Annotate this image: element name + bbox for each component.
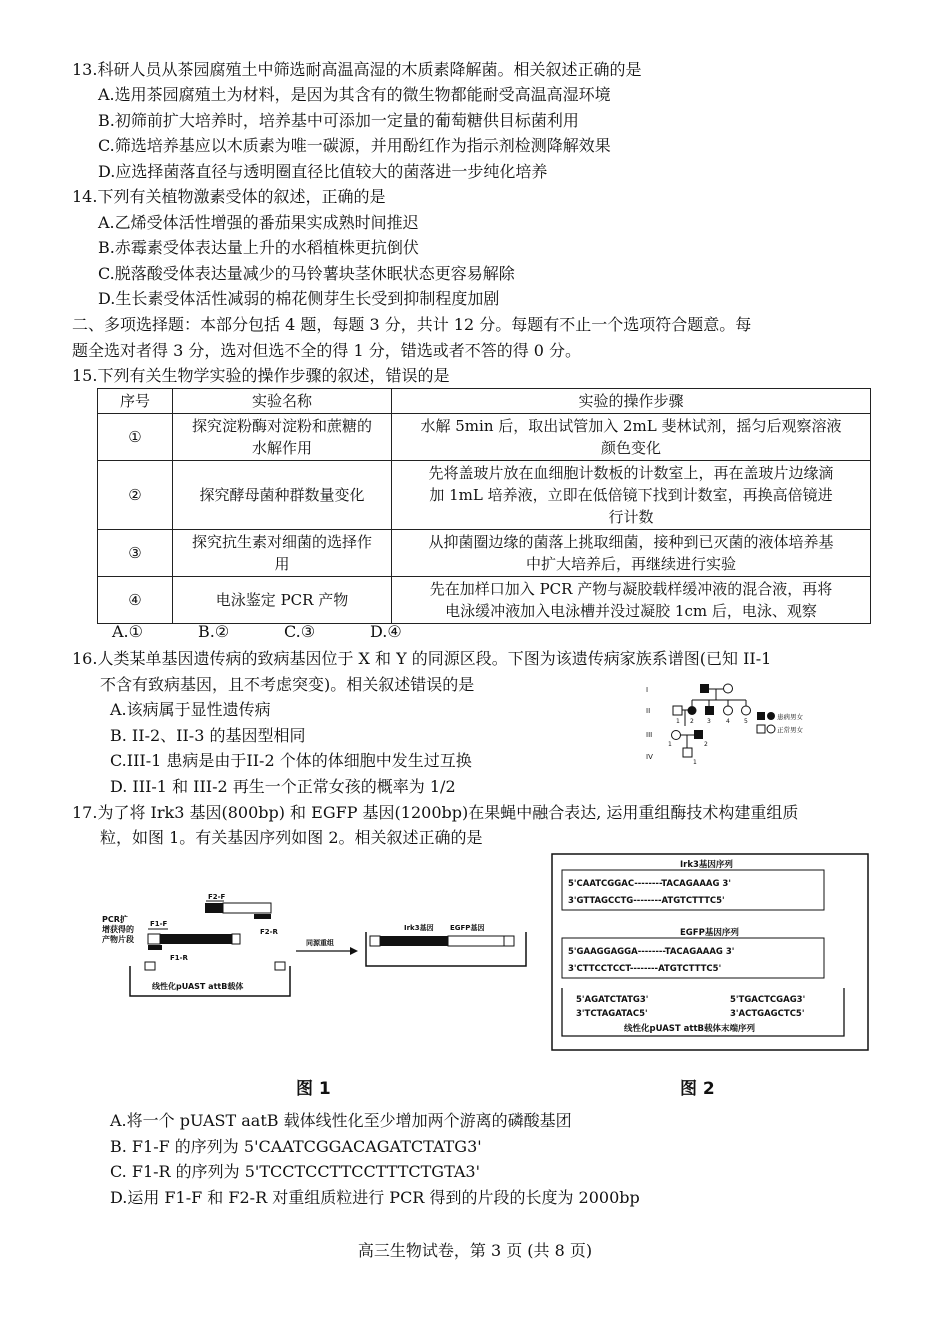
q14-option-b: B.赤霉素受体表达量上升的水稻植株更抗倒伏 <box>98 238 419 257</box>
row-no: ④ <box>98 577 173 624</box>
q17-stem-2: 粒，如图 1。有关基因序列如图 2。相关叙述正确的是 <box>100 828 483 847</box>
q15-options <box>112 621 456 643</box>
row-no: ① <box>98 414 173 461</box>
individual-number: 1 <box>676 718 680 725</box>
q17-option-b: B. F1-F 的序列为 5'CAATCGGACAGATCTATG3' <box>110 1137 482 1156</box>
homology-arm <box>205 903 223 913</box>
row-step-line: 先在加样口加入 PCR 产物与凝胶载样缓冲液的混合液，再将 <box>429 580 833 598</box>
q14-stem: 14.下列有关植物激素受体的叙述，正确的是 <box>72 187 386 206</box>
row-steps <box>392 577 871 624</box>
row-name-l2: 用 <box>274 555 290 573</box>
normal-female-icon <box>672 731 681 740</box>
pedigree-chart <box>640 680 840 788</box>
pcr-label: PCR扩 <box>102 915 128 924</box>
irk3-fragment <box>160 934 232 944</box>
vector-right-top: 5'TGACTCGAG3' <box>730 995 806 1005</box>
header-steps: 实验的操作步骤 <box>392 389 871 414</box>
vector-end <box>275 962 285 970</box>
table-header-row <box>98 389 871 414</box>
row-name <box>173 530 392 577</box>
q17-option-c: C. F1-R 的序列为 5'TCCTCCTTCCTTTCTGTA3' <box>110 1162 481 1181</box>
figure-1 <box>100 856 540 1106</box>
gen-label: II <box>646 707 651 715</box>
primer-label: F2-F <box>208 893 226 901</box>
irk3-bottom-strand: 3'GTTAGCCTG--------ATGTCTTTC5' <box>568 896 725 906</box>
header-no: 序号 <box>98 389 173 414</box>
vector-end <box>504 936 514 946</box>
primer-label: F2-R <box>260 928 278 936</box>
individual-number: 1 <box>693 759 697 766</box>
table-row <box>98 577 871 624</box>
primer-label: F1-F <box>150 920 168 928</box>
legend-normal-male-icon <box>757 725 765 733</box>
q16-option-b: B. II-2、II-3 的基因型相同 <box>110 726 306 745</box>
irk3-top-strand: 5'CAATCGGAC--------TACAGAAAG 3' <box>568 879 731 889</box>
q16-stem-1: 16.人类某单基因遗传病的致病基因位于 X 和 Y 的同源区段。下图为该遗传病家族系谱图(已知 II-1 <box>72 649 772 668</box>
individual-number: 2 <box>690 718 694 725</box>
q15-table <box>97 388 871 624</box>
q17-option-d: D.运用 F1-F 和 F2-R 对重组质粒进行 PCR 得到的片段的长度为 2000bp <box>110 1188 640 1207</box>
homology-arm <box>254 914 271 919</box>
q15-option-a: A.① <box>112 622 143 641</box>
section2-line2: 题全选对者得 3 分，选对但选不全的得 1 分，错选或者不答的得 0 分。 <box>72 341 582 360</box>
q17-stem-1: 17.为了将 Irk3 基因(800bp) 和 EGFP 基因(1200bp)在果蝇中融合表达, 运用重组酶技术构建重组质 <box>72 803 799 822</box>
normal-male-icon <box>683 748 692 757</box>
vector-end-title: 线性化pUAST attB载体末端序列 <box>624 1024 756 1034</box>
row-step-line: 先将盖玻片放在血细胞计数板的计数室上，再在盖玻片边缘滴 <box>428 464 834 482</box>
row-no: ② <box>98 461 173 530</box>
affected-male-icon <box>694 730 703 739</box>
q14-option-a: A.乙烯受体活性增强的番茄果实成熟时间推迟 <box>98 213 419 232</box>
gen-label: IV <box>646 753 653 761</box>
row-steps <box>392 414 871 461</box>
egfp-title: EGFP基因序列 <box>680 928 739 938</box>
q13-option-d: D.应选择菌落直径与透明圈直径比值较大的菌落进一步纯化培养 <box>98 162 548 181</box>
row-step-line: 颜色变化 <box>600 439 661 457</box>
legend-normal-female-icon <box>767 725 775 733</box>
homology-arm <box>148 945 162 950</box>
egfp-bottom-strand: 3'CTTCCTCCT--------ATGTCTTTC5' <box>568 964 722 974</box>
row-step-line: 水解 5min 后，取出试管加入 2mL 斐林试剂，摇匀后观察溶液 <box>420 417 842 435</box>
q16-option-a: A.该病属于显性遗传病 <box>110 700 271 719</box>
page-footer: 高三生物试卷，第 3 页 (共 8 页) <box>357 1241 593 1260</box>
q13-option-a: A.选用茶园腐殖土为材料，是因为其含有的微生物都能耐受高温高湿环境 <box>98 85 611 104</box>
q15-stem: 15.下列有关生物学实验的操作步骤的叙述，错误的是 <box>72 366 450 385</box>
primer-label: F1-R <box>170 954 188 962</box>
legend-affected-female-icon <box>767 712 775 720</box>
vector-left-top: 5'AGATCTATG3' <box>576 995 649 1005</box>
legend-affected-male-icon <box>757 712 765 720</box>
table-row <box>98 461 871 530</box>
pcr-label: 增获得的 <box>102 925 134 934</box>
normal-female-icon <box>742 706 751 715</box>
figure-2 <box>548 852 872 1106</box>
row-step-line: 行计数 <box>608 508 654 526</box>
irk3-label: Irk3基因 <box>404 924 434 932</box>
homology-arm <box>148 934 160 944</box>
gen-label: III <box>646 731 653 739</box>
q17-option-a: A.将一个 pUAST aatB 载体线性化至少增加两个游离的磷酸基团 <box>110 1111 572 1130</box>
row-name: 探究酵母菌种群数量变化 <box>173 461 392 530</box>
affected-female-icon <box>688 706 697 715</box>
vector-end <box>370 936 380 946</box>
q14-option-d: D.生长素受体活性减弱的棉花侧芽生长受到抑制程度加剧 <box>98 289 500 308</box>
row-name <box>173 414 392 461</box>
row-no: ③ <box>98 530 173 577</box>
q16-stem-2: 不含有致病基因，且不考虑突变)。相关叙述错误的是 <box>100 675 475 694</box>
q15-option-d: D.④ <box>370 622 402 641</box>
row-step-line: 加 1mL 培养液，立即在低倍镜下找到计数室，再换高倍镜进 <box>429 486 833 504</box>
figure-2-caption: 图 2 <box>680 1079 715 1099</box>
affected-male-icon <box>700 684 709 693</box>
homology-arm <box>232 934 240 944</box>
irk3-segment <box>380 936 448 946</box>
section2-line1: 二、多项选择题：本部分包括 4 题，每题 3 分，共计 12 分。每题有不止一个选项符合题意。每 <box>72 315 752 334</box>
egfp-top-strand: 5'GAAGGAGGA--------TACAGAAAG 3' <box>568 947 735 957</box>
normal-female-icon <box>724 706 733 715</box>
q13-option-c: C.筛选培养基应以木质素为唯一碳源，并用酚红作为指示剂检测降解效果 <box>98 136 611 155</box>
q13-option-b: B.初筛前扩大培养时，培养基中可添加一定量的葡萄糖供目标菌利用 <box>98 111 579 130</box>
q15-option-b: B.② <box>198 622 230 641</box>
normal-male-icon <box>673 706 682 715</box>
q13-stem: 13.科研人员从茶园腐殖土中筛选耐高温高湿的木质素降解菌。相关叙述正确的是 <box>72 60 642 79</box>
figure-1-caption: 图 1 <box>296 1079 331 1099</box>
row-name: 电泳鉴定 PCR 产物 <box>173 577 392 624</box>
q16-option-d: D. III-1 和 III-2 再生一个正常女孩的概率为 1/2 <box>110 777 456 796</box>
table-row <box>98 414 871 461</box>
row-steps <box>392 461 871 530</box>
individual-number: 2 <box>704 741 708 748</box>
normal-female-icon <box>724 684 733 693</box>
pcr-label: 产物片段 <box>102 935 134 944</box>
q14-option-c: C.脱落酸受体表达量减少的马铃薯块茎休眠状态更容易解除 <box>98 264 515 283</box>
individual-number: 4 <box>726 718 730 725</box>
q15-option-c: C.③ <box>284 622 316 641</box>
header-name: 实验名称 <box>173 389 392 414</box>
row-name-l2: 水解作用 <box>251 439 312 457</box>
row-step-line: 电泳缓冲液加入电泳槽并没过凝胶 1cm 后，电泳、观察 <box>445 602 817 620</box>
egfp-label: EGFP基因 <box>450 924 485 932</box>
row-step-line: 中扩大培养后，再继续进行实验 <box>525 555 736 573</box>
vector-label: 线性化pUAST attB载体 <box>152 982 244 991</box>
individual-number: 1 <box>668 741 672 748</box>
vector-right-bottom: 3'ACTGAGCTC5' <box>730 1009 805 1019</box>
irk3-title: Irk3基因序列 <box>680 860 733 870</box>
row-step-line: 从抑菌圈边缘的菌落上挑取细菌，接种到已灭菌的液体培养基 <box>428 533 834 551</box>
gen-label: I <box>646 686 649 694</box>
affected-male-icon <box>705 706 714 715</box>
individual-number: 5 <box>744 718 748 725</box>
q16-option-c: C.III-1 患病是由于II-2 个体的体细胞中发生过互换 <box>110 751 472 770</box>
individual-number: 3 <box>707 718 711 725</box>
row-steps <box>392 530 871 577</box>
legend-normal-label: 正常男女 <box>777 726 803 734</box>
egfp-fragment <box>223 903 271 913</box>
legend-affected-label: 患病男女 <box>777 713 803 721</box>
row-name-l1: 探究抗生素对细菌的选择作 <box>191 533 372 551</box>
row-name-l1: 探究淀粉酶对淀粉和蔗糖的 <box>191 417 372 435</box>
egfp-segment <box>448 936 504 946</box>
vector-left-bottom: 3'TCTAGATAC5' <box>576 1009 648 1019</box>
recombination-label: 同源重组 <box>306 939 334 947</box>
arrow-head-icon <box>350 947 358 955</box>
table-row <box>98 530 871 577</box>
vector-end <box>145 962 155 970</box>
